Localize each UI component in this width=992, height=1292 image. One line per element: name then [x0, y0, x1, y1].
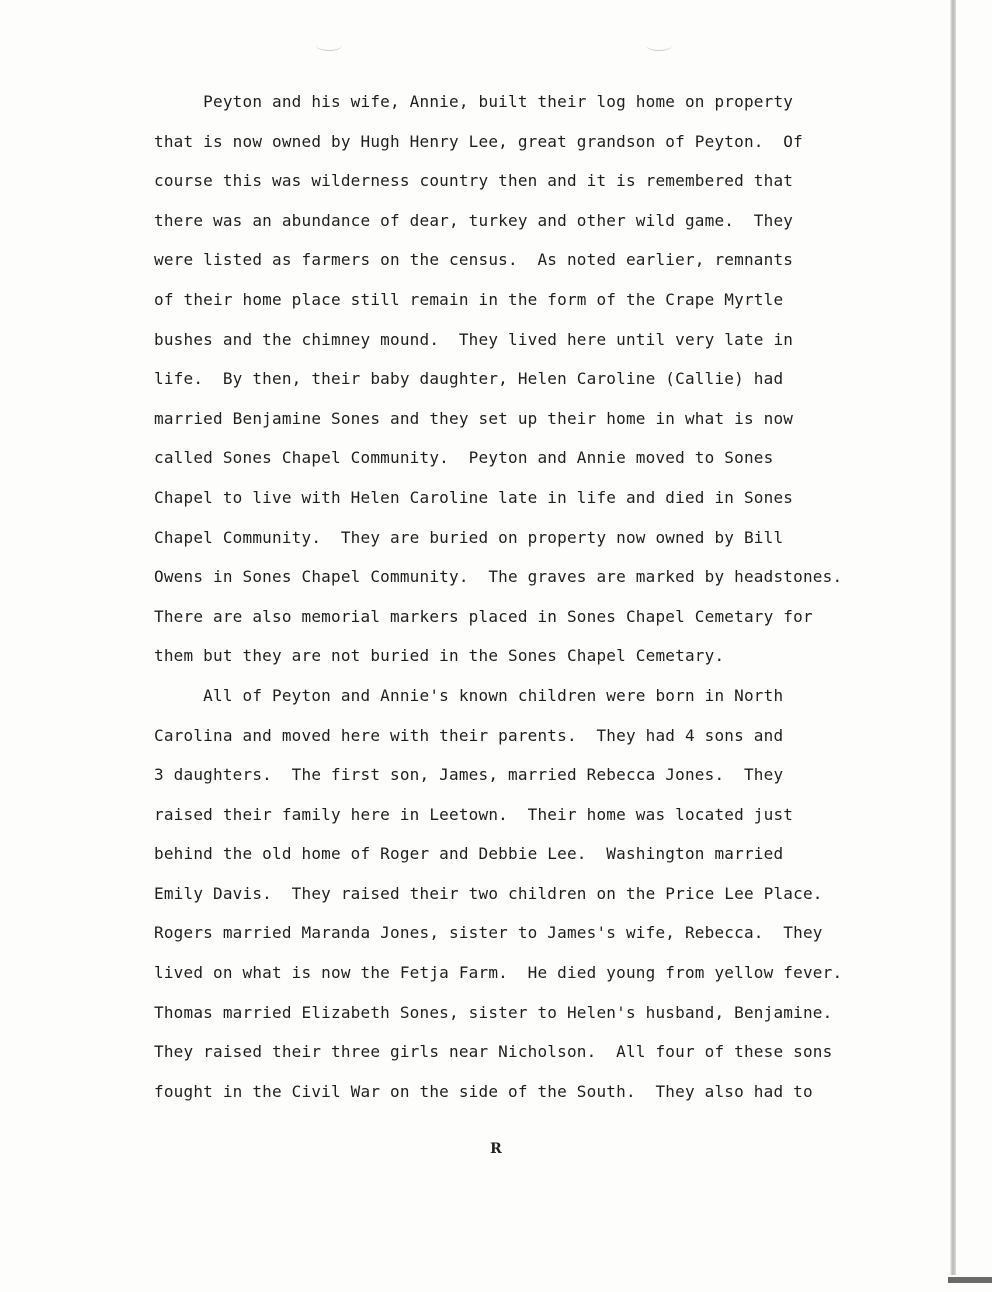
- text-line: married Benjamine Sones and they set up their home in what is now: [154, 408, 794, 428]
- text-line: Peyton and his wife, Annie, built their log home on property: [154, 92, 794, 111]
- text-line: Owens in Sones Chapel Community. The graves are marked by headstones.: [154, 567, 843, 587]
- text-line: There are also memorial markers placed in Sones Chapel Cemetary for: [154, 606, 813, 626]
- text-line: Chapel Community. They are buried on property now owned by Bill: [154, 527, 784, 547]
- text-line: called Sones Chapel Community. Peyton and Annie moved to Sones: [154, 448, 774, 468]
- text-line: Rogers married Maranda Jones, sister to James's wife, Rebecca. They: [154, 923, 823, 943]
- text-line: them but they are not buried in the Sones Chapel Cemetary.: [154, 646, 725, 666]
- paper-edge-shadow: [950, 0, 956, 1275]
- text-line: behind the old home of Roger and Debbie Lee. Washington married: [154, 844, 784, 864]
- text-line: lived on what is now the Fetja Farm. He died young from yellow fever.: [154, 963, 843, 983]
- scan-smudge-left: [316, 40, 342, 51]
- text-line: were listed as farmers on the census. As noted earlier, remnants: [154, 250, 794, 270]
- text-line: raised their family here in Leetown. Their home was located just: [154, 804, 794, 824]
- text-line: fought in the Civil War on the side of the South. They also had to: [154, 1081, 813, 1101]
- paper-edge-corner: [948, 1277, 992, 1283]
- text-line: 3 daughters. The first son, James, married Rebecca Jones. They: [154, 765, 784, 785]
- body-text: [154, 82, 884, 1111]
- text-line: of their home place still remain in the form of the Crape Myrtle: [154, 289, 784, 309]
- text-line: Emily Davis. They raised their two children on the Price Lee Place.: [154, 883, 823, 903]
- text-line: that is now owned by Hugh Henry Lee, great grandson of Peyton. Of: [154, 131, 803, 151]
- text-line: Chapel to live with Helen Caroline late in life and died in Sones: [154, 487, 794, 507]
- page-marker: R: [490, 1141, 502, 1157]
- text-line: They raised their three girls near Nicholson. All four of these sons: [154, 1042, 833, 1062]
- text-line: Carolina and moved here with their parents. They had 4 sons and: [154, 725, 784, 745]
- text-line: bushes and the chimney mound. They lived here until very late in: [154, 329, 794, 349]
- scan-smudge-right: [646, 40, 672, 51]
- text-line: course this was wilderness country then and it is remembered that: [154, 171, 794, 191]
- text-line: All of Peyton and Annie's known children were born in North: [154, 685, 784, 705]
- text-line: life. By then, their baby daughter, Helen Caroline (Callie) had: [154, 369, 784, 389]
- text-line: Thomas married Elizabeth Sones, sister to Helen's husband, Benjamine.: [154, 1002, 833, 1022]
- text-line: there was an abundance of dear, turkey and other wild game. They: [154, 210, 794, 230]
